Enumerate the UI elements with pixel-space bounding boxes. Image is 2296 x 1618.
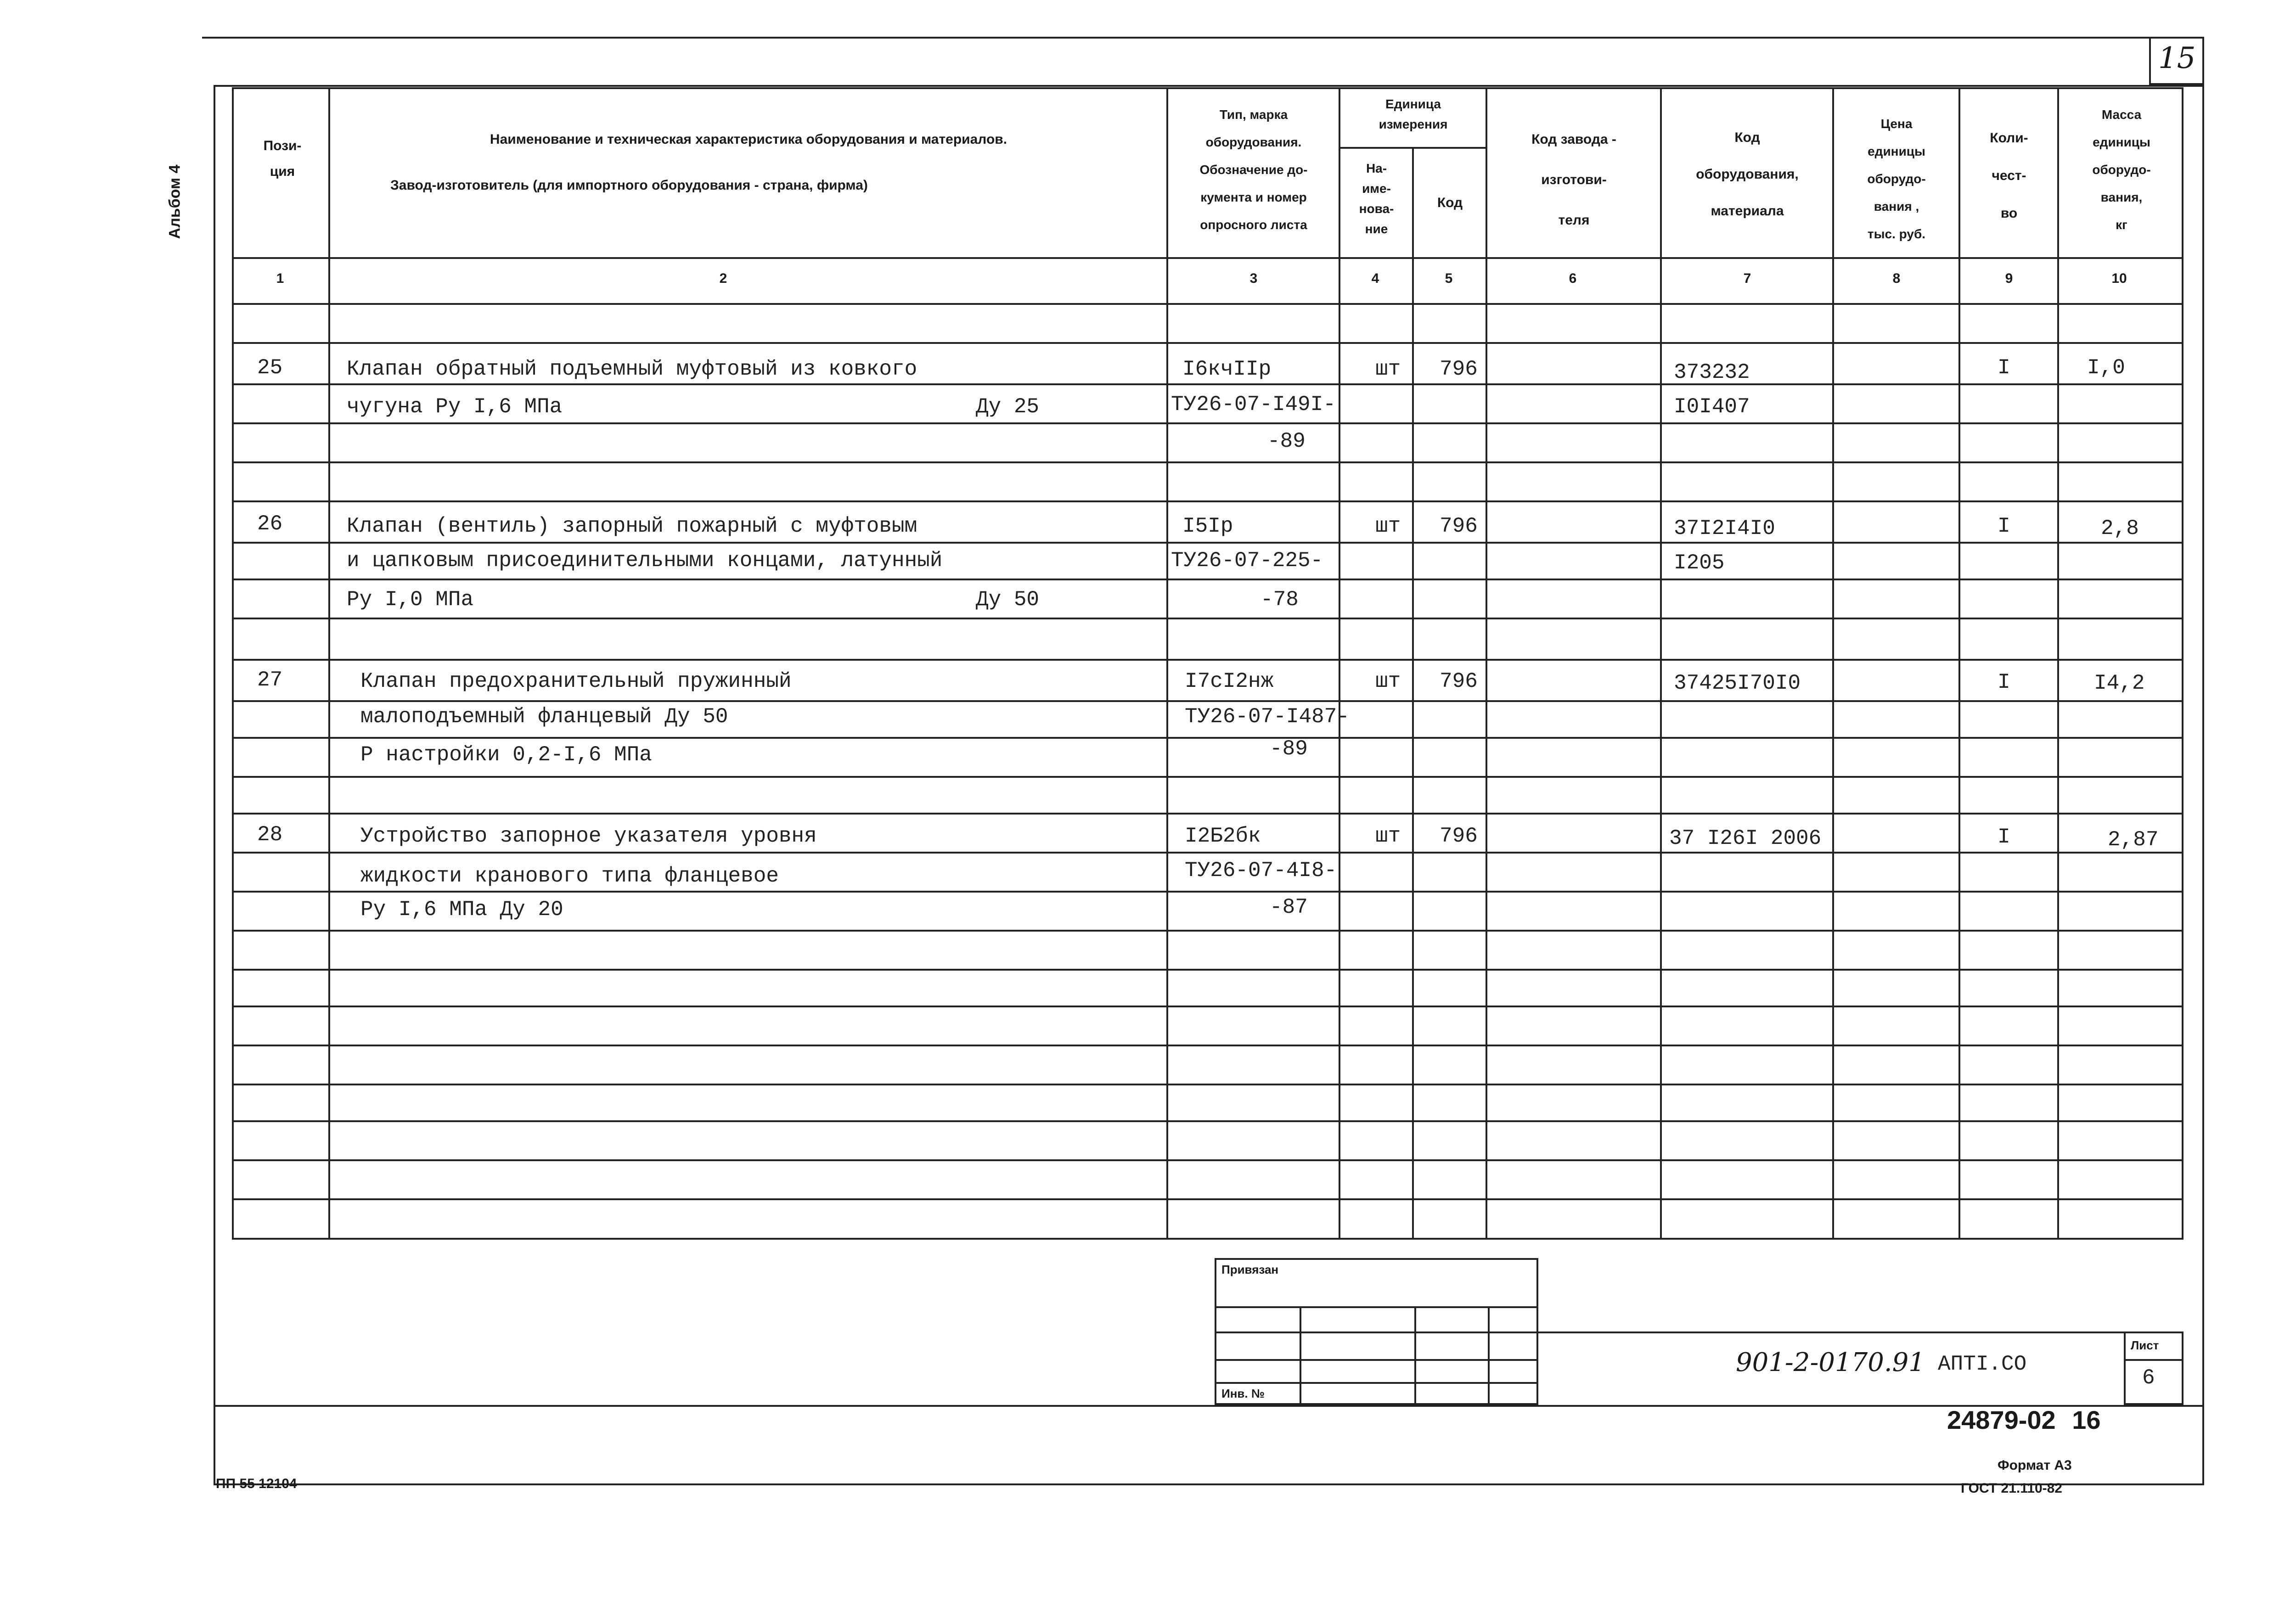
row-line bbox=[232, 1045, 2183, 1046]
row-type-line: -89 bbox=[1267, 429, 1306, 453]
header-type: Тип, марка оборудования. Обозначение до- кумента и номер опросного листа bbox=[1199, 107, 1308, 232]
archive-number bbox=[1947, 1405, 2101, 1435]
row-code-line: 37425I70I0 bbox=[1674, 671, 1801, 695]
column-number: 4 bbox=[1371, 271, 1379, 286]
row-line bbox=[232, 1159, 2183, 1161]
row-type-line: -78 bbox=[1261, 588, 1299, 612]
title-block-top-line bbox=[214, 1405, 2204, 1407]
row-name-line: Ру I,0 МПа bbox=[347, 588, 474, 612]
row-code-line: 37I2I4I0 bbox=[1674, 517, 1775, 540]
project-code: 901-2-0170.91 bbox=[1736, 1348, 1925, 1377]
col-line-8 bbox=[1958, 87, 1960, 1240]
header-unit-code: Код bbox=[1437, 195, 1463, 210]
row-line bbox=[232, 930, 2183, 932]
row-name-line: Устройство запорное указателя уровня bbox=[360, 824, 817, 848]
row-type-line: ТУ26-07-I487- bbox=[1185, 705, 1350, 729]
col-line-1 bbox=[328, 87, 330, 1240]
row-line bbox=[232, 342, 2183, 344]
row-line bbox=[232, 737, 2183, 739]
header-unit-name: На- име- нова- ние bbox=[1359, 161, 1394, 236]
header-position: Пози- ция bbox=[263, 138, 302, 179]
row-code-line: I0I407 bbox=[1674, 395, 1750, 419]
printer-mark: ПП 55 12104 bbox=[216, 1476, 297, 1491]
col-line-6 bbox=[1660, 87, 1662, 1240]
row-line bbox=[232, 776, 2183, 778]
row-qty: I bbox=[1998, 825, 2010, 849]
row-line bbox=[232, 813, 2183, 815]
row-line bbox=[232, 618, 2183, 619]
stamp-line bbox=[1215, 1331, 1538, 1333]
row-position: 28 bbox=[257, 823, 283, 847]
corner-page-number: 15 bbox=[2158, 41, 2196, 75]
stamp-col bbox=[1414, 1306, 1416, 1405]
column-number: 2 bbox=[719, 271, 727, 286]
row-unit: шт bbox=[1375, 824, 1401, 848]
row-name-line: Ру I,6 МПа Ду 20 bbox=[360, 898, 563, 921]
column-number: 5 bbox=[1445, 271, 1453, 286]
row-qty: I bbox=[1998, 356, 2010, 380]
stamp-line bbox=[1215, 1359, 1538, 1361]
row-type-line: I2Б2бк bbox=[1185, 824, 1261, 848]
row-qty: I bbox=[1998, 514, 2010, 538]
archive-number-main: 24879-02 bbox=[1947, 1405, 2056, 1434]
row-unit-code: 796 bbox=[1440, 357, 1478, 381]
row-name-line: Клапан предохранительный пружинный bbox=[360, 669, 792, 693]
main-title-line bbox=[1538, 1331, 2183, 1333]
column-number-bottom-line bbox=[232, 303, 2183, 305]
row-type-line: ТУ26-07-I49I- bbox=[1171, 393, 1336, 416]
specification-table bbox=[232, 87, 2183, 1240]
row-type-line: -87 bbox=[1270, 895, 1308, 919]
row-unit: шт bbox=[1375, 357, 1401, 381]
column-number: 6 bbox=[1569, 271, 1577, 286]
doc-mark: АПТI.СО bbox=[1938, 1352, 2027, 1376]
row-line bbox=[232, 891, 2183, 893]
stamp-col bbox=[1488, 1306, 1490, 1405]
row-line bbox=[232, 1198, 2183, 1200]
row-type-line: ТУ26-07-225- bbox=[1171, 549, 1323, 573]
row-name-line: Р настройки 0,2-I,6 МПа bbox=[360, 743, 652, 767]
column-number: 3 bbox=[1249, 271, 1258, 286]
header-quantity: Коли- чест- во bbox=[1990, 130, 2028, 221]
row-line bbox=[232, 1006, 2183, 1007]
stamp-line bbox=[1215, 1306, 1538, 1308]
column-number: 8 bbox=[1892, 271, 1901, 286]
format-label: Формат А3 bbox=[1998, 1458, 2072, 1473]
row-line bbox=[232, 700, 2183, 702]
row-type-line: ТУ26-07-4I8- bbox=[1185, 859, 1337, 882]
row-type-line: I6кчIIр bbox=[1182, 357, 1272, 381]
row-mass: I4,2 bbox=[2094, 671, 2145, 695]
row-unit-code: 796 bbox=[1440, 824, 1478, 848]
row-line bbox=[232, 1120, 2183, 1122]
row-line bbox=[232, 461, 2183, 463]
row-name-line: и цапковым присоединительными концами, латунный bbox=[347, 549, 943, 573]
header-factory-code: Код завода - изготови- теля bbox=[1531, 132, 1616, 228]
row-du: Ду 25 bbox=[976, 395, 1040, 419]
row-line bbox=[232, 542, 2183, 544]
col-line-7 bbox=[1832, 87, 1834, 1240]
sheet-label: Лист bbox=[2131, 1338, 2159, 1352]
row-unit-code: 796 bbox=[1440, 669, 1478, 693]
row-name-line: Клапан (вентиль) запорный пожарный с муфтовым bbox=[347, 514, 917, 538]
stamp-title: Привязан bbox=[1221, 1263, 1279, 1276]
row-name-line: жидкости кранового типа фланцевое bbox=[360, 864, 779, 888]
row-du: Ду 50 bbox=[976, 588, 1040, 612]
standard-label: ГОСТ 21.110-82 bbox=[1961, 1481, 2062, 1496]
row-type-line: I5Iр bbox=[1182, 514, 1233, 538]
row-line bbox=[232, 659, 2183, 661]
row-type-line: -89 bbox=[1270, 737, 1308, 761]
row-line bbox=[232, 852, 2183, 854]
side-album-label: Альбом 4 bbox=[166, 164, 184, 239]
column-number: 7 bbox=[1743, 271, 1751, 286]
row-code-line: 373232 bbox=[1674, 360, 1750, 384]
left-side-strip bbox=[214, 85, 215, 1485]
row-name-line: малоподъемный фланцевый Ду 50 bbox=[360, 705, 728, 729]
column-number: 9 bbox=[2005, 271, 2013, 286]
row-unit-code: 796 bbox=[1440, 514, 1478, 538]
col-line-2 bbox=[1166, 87, 1168, 1240]
row-position: 27 bbox=[257, 668, 283, 692]
col-line-3 bbox=[1339, 87, 1340, 1240]
row-mass: 2,8 bbox=[2101, 517, 2139, 540]
row-code-line: 37 I26I 2006 bbox=[1669, 826, 1822, 850]
col-line-9 bbox=[2057, 87, 2059, 1240]
row-line bbox=[232, 1084, 2183, 1085]
header-name-line1: Наименование и техническая характеристика оборудования и материалов. bbox=[490, 132, 1007, 147]
column-number: 10 bbox=[2111, 271, 2127, 286]
header-unit: Единица измерения bbox=[1379, 97, 1448, 131]
row-line bbox=[232, 383, 2183, 385]
archive-page: 16 bbox=[2072, 1405, 2101, 1434]
header-mass: Масса единицы оборудо- вания, кг bbox=[2092, 107, 2151, 232]
sheet-number: 6 bbox=[2142, 1366, 2155, 1390]
row-mass: I,0 bbox=[2087, 356, 2125, 380]
stamp-col bbox=[1300, 1306, 1301, 1405]
row-unit: шт bbox=[1375, 669, 1401, 693]
row-line bbox=[232, 579, 2183, 580]
sheet-box-divider bbox=[2124, 1359, 2183, 1361]
inv-label: Инв. № bbox=[1221, 1387, 1265, 1400]
header-name-line2: Завод-изготовитель (для импортного оборудования - страна, фирма) bbox=[390, 178, 868, 193]
header-price: Цена единицы оборудо- вания , тыс. руб. bbox=[1867, 117, 1926, 241]
stamp-line bbox=[1215, 1382, 1538, 1384]
row-line bbox=[232, 500, 2183, 502]
header-bottom-line bbox=[232, 257, 2183, 259]
row-unit: шт bbox=[1375, 514, 1401, 538]
row-mass: 2,87 bbox=[2108, 828, 2159, 852]
col-line-5 bbox=[1486, 87, 1487, 1240]
row-position: 26 bbox=[257, 512, 283, 536]
row-code-line: I205 bbox=[1674, 551, 1725, 575]
header-equipment-code: Код оборудования, материала bbox=[1696, 130, 1799, 219]
row-position: 25 bbox=[257, 356, 283, 380]
row-line bbox=[232, 422, 2183, 424]
row-type-line: I7сI2нж bbox=[1185, 669, 1274, 693]
row-name-line: Клапан обратный подъемный муфтовый из ковкого bbox=[347, 357, 917, 381]
row-qty: I bbox=[1998, 670, 2010, 694]
top-frame-line bbox=[202, 37, 2204, 39]
column-number: 1 bbox=[276, 271, 284, 286]
row-name-line: чугуна Ру I,6 МПа bbox=[347, 395, 563, 419]
row-line bbox=[232, 969, 2183, 971]
col-line-4 bbox=[1412, 147, 1414, 1240]
